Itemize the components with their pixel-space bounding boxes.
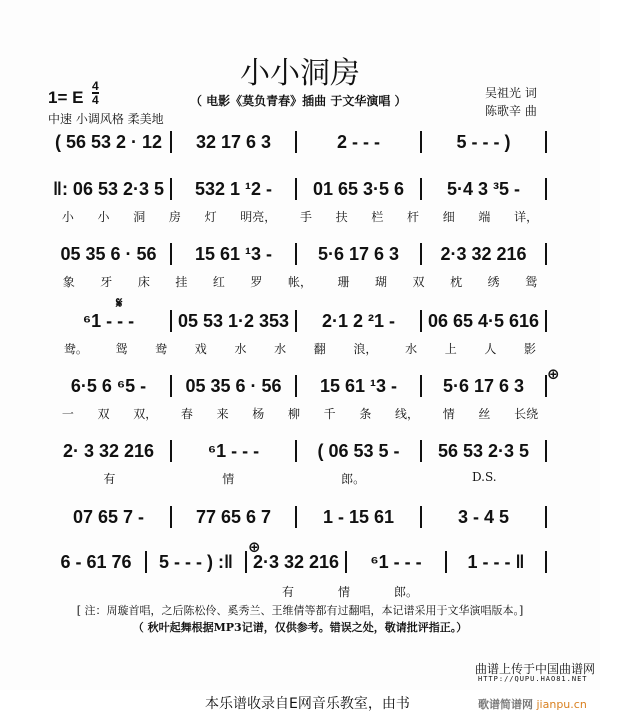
coda-sign: ⊕ <box>547 365 560 383</box>
lyric-syllable: 鸯。 <box>63 342 88 356</box>
lyric-syllable: 鸳 <box>115 342 128 356</box>
lyric-syllable: 瑚 <box>375 275 388 289</box>
measure: 5·4 3 ³5 - <box>446 178 521 199</box>
bar-line <box>295 506 297 528</box>
lyric-syllable: 双， <box>133 407 158 421</box>
bar-line <box>545 551 547 573</box>
lyric-syllable: 鸯 <box>155 342 168 356</box>
bar-line <box>295 440 297 462</box>
measure: 2 - - - <box>337 131 380 152</box>
lyric-syllable: 有 <box>281 585 294 599</box>
lyric-syllable: 线， <box>395 407 420 421</box>
lyric-syllable: D.S. <box>471 470 497 484</box>
measure: 32 17 6 3 <box>195 131 272 152</box>
measure: ( 06 53 5 - <box>317 440 400 461</box>
lyric-syllable: 鸳 <box>525 275 538 289</box>
time-bottom: 4 <box>92 93 99 107</box>
lyric-syllable: 丝 <box>478 407 491 421</box>
measure: 2·1 2 ²1 - <box>321 310 396 331</box>
bar-line <box>170 506 172 528</box>
lyric-syllable: 枕 <box>450 275 463 289</box>
source-label: 曲谱上传于中国曲谱网 <box>475 662 596 676</box>
bar-line <box>420 440 422 462</box>
bar-line <box>170 310 172 332</box>
lyric-syllable: 郎。 <box>393 585 418 599</box>
measure: ( 56 53 2 · 12 <box>54 131 163 152</box>
lyric-syllable: 栏 <box>371 210 384 224</box>
footer-text: 本乐谱收录自E网音乐教室，由书 <box>205 696 410 712</box>
staff-row <box>50 506 550 528</box>
measure: 6·5 6 ⁶5 - <box>70 375 147 396</box>
measure: 532 1 ¹2 - <box>194 178 273 199</box>
measure: ‖: 06 53 2·3 5 <box>52 178 165 199</box>
bar-line <box>170 440 172 462</box>
measure: 5 - - - ) <box>456 131 511 152</box>
lyric-syllable: 来 <box>216 407 229 421</box>
measure: ⁶1 - - - <box>207 440 260 461</box>
measure: 3 - 4 5 <box>457 506 510 527</box>
bar-line <box>445 551 447 573</box>
transcriber-note: （ 秋叶起舞根据MP3记谱，仅供参考。错误之处，敬请批评指正。） <box>132 621 468 634</box>
lyric-syllable: 挂 <box>175 275 188 289</box>
bar-line <box>420 131 422 153</box>
lyric-syllable: 端 <box>478 210 491 224</box>
lyric-syllable: 水 <box>274 342 287 356</box>
staff-row <box>50 178 550 200</box>
lyric-syllable: 小 <box>97 210 110 224</box>
lyric-syllable: 手 <box>299 210 312 224</box>
watermark-cn: 歌谱简谱网 <box>478 698 533 711</box>
composer: 陈歌辛 曲 <box>485 104 537 118</box>
measure: 2·3 32 216 <box>440 243 527 264</box>
bar-line <box>145 551 147 573</box>
bar-line <box>545 310 547 332</box>
lyric-syllable: 绣 <box>487 275 500 289</box>
measure: 77 65 6 7 <box>195 506 272 527</box>
bar-line <box>295 131 297 153</box>
lyric-syllable: 扶 <box>335 210 348 224</box>
measure: 05 35 6 · 56 <box>60 243 157 264</box>
bar-line <box>545 131 547 153</box>
lyric-syllable: 洞 <box>133 210 146 224</box>
bar-line <box>420 243 422 265</box>
bar-line <box>170 131 172 153</box>
measure: 05 53 1·2 353 <box>177 310 290 331</box>
bar-line <box>420 375 422 397</box>
staff-row <box>50 310 550 332</box>
measure: 06 65 4·5 616 <box>427 310 540 331</box>
measure: 5·6 17 6 3 <box>442 375 525 396</box>
measure: 5 - - - ) :‖ <box>159 551 233 572</box>
coda-sign: ⊕ <box>248 538 261 556</box>
source-url: HTTP://QUPU.HAO81.NET <box>478 675 588 683</box>
lyric-syllable: 千 <box>323 407 336 421</box>
lyric-syllable: 情 <box>337 585 350 599</box>
song-title: 小小洞房 <box>240 56 360 91</box>
lyric-syllable: 象 <box>62 275 75 289</box>
lyric-syllable: 小 <box>61 210 74 224</box>
lyric-syllable: 明亮， <box>240 210 277 224</box>
bar-line <box>545 506 547 528</box>
time-top: 4 <box>92 79 99 93</box>
measure: 1 - 15 61 <box>322 506 395 527</box>
tempo-marking: 中速 小调风格 柔美地 <box>48 112 164 126</box>
measure: ⁶1 - - - <box>370 551 422 572</box>
segno-sign: 𝄋 <box>116 294 123 312</box>
measure: 15 61 ¹3 - <box>319 375 398 396</box>
measure: 15 61 ¹3 - <box>194 243 273 264</box>
lyric-syllable: 人 <box>484 342 497 356</box>
annotation-note: [ 注：周璇首唱，之后陈松伶、奚秀兰、王维倩等都有过翻唱，本记谱采用于文华演唱版本。] <box>76 604 524 617</box>
lyric-syllable: 翻 <box>313 342 326 356</box>
lyrics-line <box>50 273 550 290</box>
measure: 07 65 7 - <box>72 506 145 527</box>
lyric-syllable: 红 <box>212 275 225 289</box>
staff-row <box>50 375 550 397</box>
lyric-syllable: 条 <box>359 407 372 421</box>
lyric-syllable: 灯 <box>204 210 217 224</box>
bar-line <box>295 178 297 200</box>
bar-line <box>420 506 422 528</box>
measure: 01 65 3·5 6 <box>312 178 405 199</box>
bar-line <box>170 178 172 200</box>
lyric-syllable: 双 <box>97 407 110 421</box>
lyric-syllable: 柳 <box>287 407 300 421</box>
lyric-syllable: 水 <box>234 342 247 356</box>
lyrics-line <box>50 470 550 487</box>
bar-line <box>545 178 547 200</box>
lyrics-line <box>50 405 550 422</box>
lyric-syllable: 细 <box>442 210 455 224</box>
lyric-syllable: 浪， <box>353 342 378 356</box>
lyrics-line <box>50 208 550 225</box>
measure: 5·6 17 6 3 <box>317 243 400 264</box>
staff-row <box>50 243 550 265</box>
lyric-syllable: 有 <box>103 472 116 486</box>
measure: 6 - 61 76 <box>60 551 132 572</box>
lyrics-line <box>50 340 550 357</box>
bar-line <box>420 310 422 332</box>
lyric-syllable: 春 <box>180 407 193 421</box>
lyric-syllable: 罗 <box>250 275 263 289</box>
lyric-syllable: 戏 <box>194 342 207 356</box>
measure: 56 53 2·3 5 <box>437 440 530 461</box>
lyric-syllable: 长绕 <box>514 407 539 421</box>
staff-row <box>50 440 550 462</box>
subtitle: （ 电影《莫负青春》插曲 于文华演唱 ） <box>190 94 407 108</box>
key-signature: 1= E <box>48 88 84 107</box>
watermark-en: jianpu.cn <box>536 698 587 711</box>
lyric-syllable: 上 <box>444 342 457 356</box>
lyric-syllable: 床 <box>137 275 150 289</box>
lyric-syllable: 郎。 <box>341 472 366 486</box>
staff-row <box>50 131 550 153</box>
lyric-syllable: 双 <box>412 275 425 289</box>
bar-line <box>545 243 547 265</box>
bar-line <box>545 440 547 462</box>
bar-line <box>170 375 172 397</box>
lyric-syllable: 影 <box>524 342 537 356</box>
bar-line <box>420 178 422 200</box>
measure: ⁶1 - - - <box>82 310 135 331</box>
measure: 1 - - - ‖ <box>467 551 525 572</box>
lyric-syllable: 水 <box>405 342 418 356</box>
bar-line <box>170 243 172 265</box>
lyric-syllable: 一 <box>61 407 74 421</box>
bar-line <box>245 551 247 573</box>
lyric-syllable: 房 <box>168 210 181 224</box>
lyric-syllable: 详， <box>514 210 539 224</box>
measure: 2· 3 32 216 <box>62 440 155 461</box>
bar-line <box>345 551 347 573</box>
lyric-syllable: 情 <box>442 407 455 421</box>
lyric-syllable: 帐， <box>287 275 312 289</box>
lyric-syllable: 杨 <box>252 407 265 421</box>
lyric-syllable: 杆 <box>407 210 420 224</box>
lyric-syllable: 情 <box>222 472 235 486</box>
measure: 05 35 6 · 56 <box>185 375 282 396</box>
lyric-syllable: 珊 <box>337 275 350 289</box>
lyricist: 吴祖光 词 <box>485 86 537 100</box>
lyrics-line <box>260 583 440 600</box>
bar-line <box>295 375 297 397</box>
watermark <box>478 696 587 712</box>
bar-line <box>295 243 297 265</box>
bar-line <box>295 310 297 332</box>
staff-row <box>50 551 550 573</box>
time-signature <box>92 80 99 106</box>
measure: 2·3 32 216 <box>252 551 340 572</box>
lyric-syllable: 牙 <box>100 275 113 289</box>
